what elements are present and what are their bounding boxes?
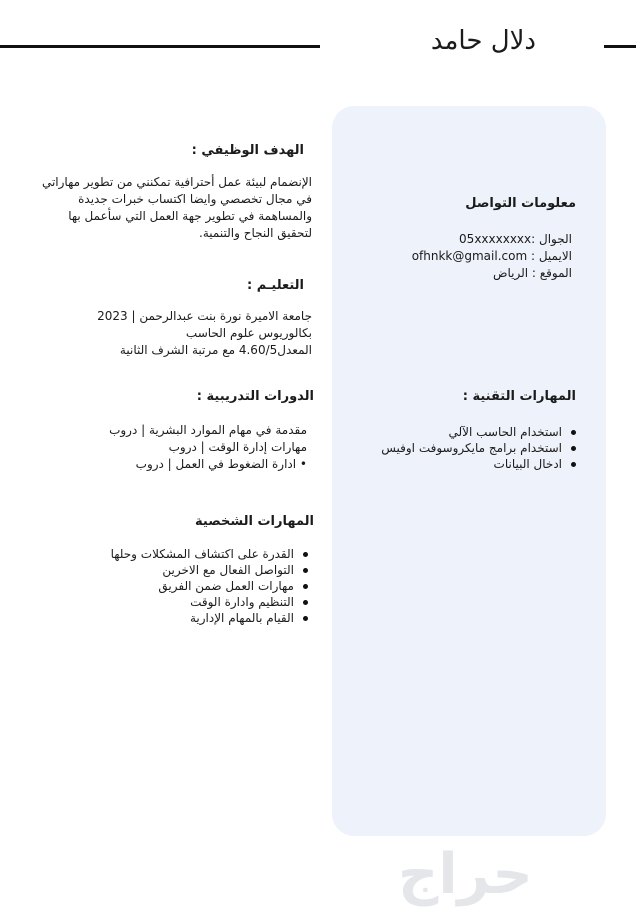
education-line: جامعة الاميرة نورة بنت عبدالرحمن | 2023	[97, 309, 312, 323]
objective-heading: الهدف الوظيفي :	[191, 143, 304, 158]
education-heading: التعليـم :	[247, 278, 304, 293]
education-line: بكالوريوس علوم الحاسب	[185, 326, 312, 340]
personal-skills-heading: المهارات الشخصية	[195, 514, 314, 529]
contact-location: الموقع : الرياض	[492, 266, 572, 280]
education-text	[97, 308, 312, 359]
education-line: المعدل4.60/5 مع مرتبة الشرف الثانية	[119, 343, 312, 357]
personal-skill-item: القدرة على اكتشاف المشكلات وحلها	[111, 546, 314, 562]
tech-skill-item: استخدام برامج مايكروسوفت اوفيس	[381, 440, 582, 456]
objective-line: في مجال تخصصي وايضا اكتساب خبرات جديدة	[78, 192, 312, 206]
contact-heading: معلومات التواصل	[465, 196, 576, 211]
course-line: مهارات إدارة الوقت | دروب	[168, 440, 307, 454]
personal-skill-item: التنظيم وادارة الوقت	[111, 594, 314, 610]
tech-skills-list	[381, 424, 582, 472]
contact-email: الايميل : ofhnkk@gmail.com	[411, 249, 572, 263]
haraj-watermark: حراج	[398, 842, 533, 907]
course-line: • ادارة الضغوط في العمل | دروب	[135, 457, 307, 471]
personal-skill-item: القيام بالمهام الإدارية	[111, 610, 314, 626]
objective-line: لتحقيق النجاح والتنمية.	[199, 226, 312, 240]
personal-skill-item: التواصل الفعال مع الاخرين	[111, 562, 314, 578]
tech-skill-item: ادخال البيانات	[381, 456, 582, 472]
header-rule-right	[604, 45, 636, 48]
objective-text	[42, 174, 312, 242]
objective-line: والمساهمة في تطوير جهة العمل التي سأعمل بها	[68, 209, 312, 223]
courses-heading: الدورات التدريبية :	[196, 389, 314, 404]
tech-skill-item: استخدام الحاسب الآلي	[381, 424, 582, 440]
tech-skills-heading: المهارات التقنية :	[462, 389, 576, 404]
personal-skills-list	[111, 546, 314, 626]
personal-skill-item: مهارات العمل ضمن الفريق	[111, 578, 314, 594]
contact-phone: الجوال :05xxxxxxxx	[459, 232, 572, 246]
candidate-name: دلال حامد	[430, 26, 536, 56]
course-line: مقدمة في مهام الموارد البشرية | دروب	[109, 423, 307, 437]
header-rule-left	[0, 45, 320, 48]
objective-line: الإنضمام لبيئة عمل أحترافية تمكنني من تطوير مهاراتي	[41, 175, 312, 189]
contact-info	[412, 231, 572, 282]
courses-text	[109, 422, 307, 473]
